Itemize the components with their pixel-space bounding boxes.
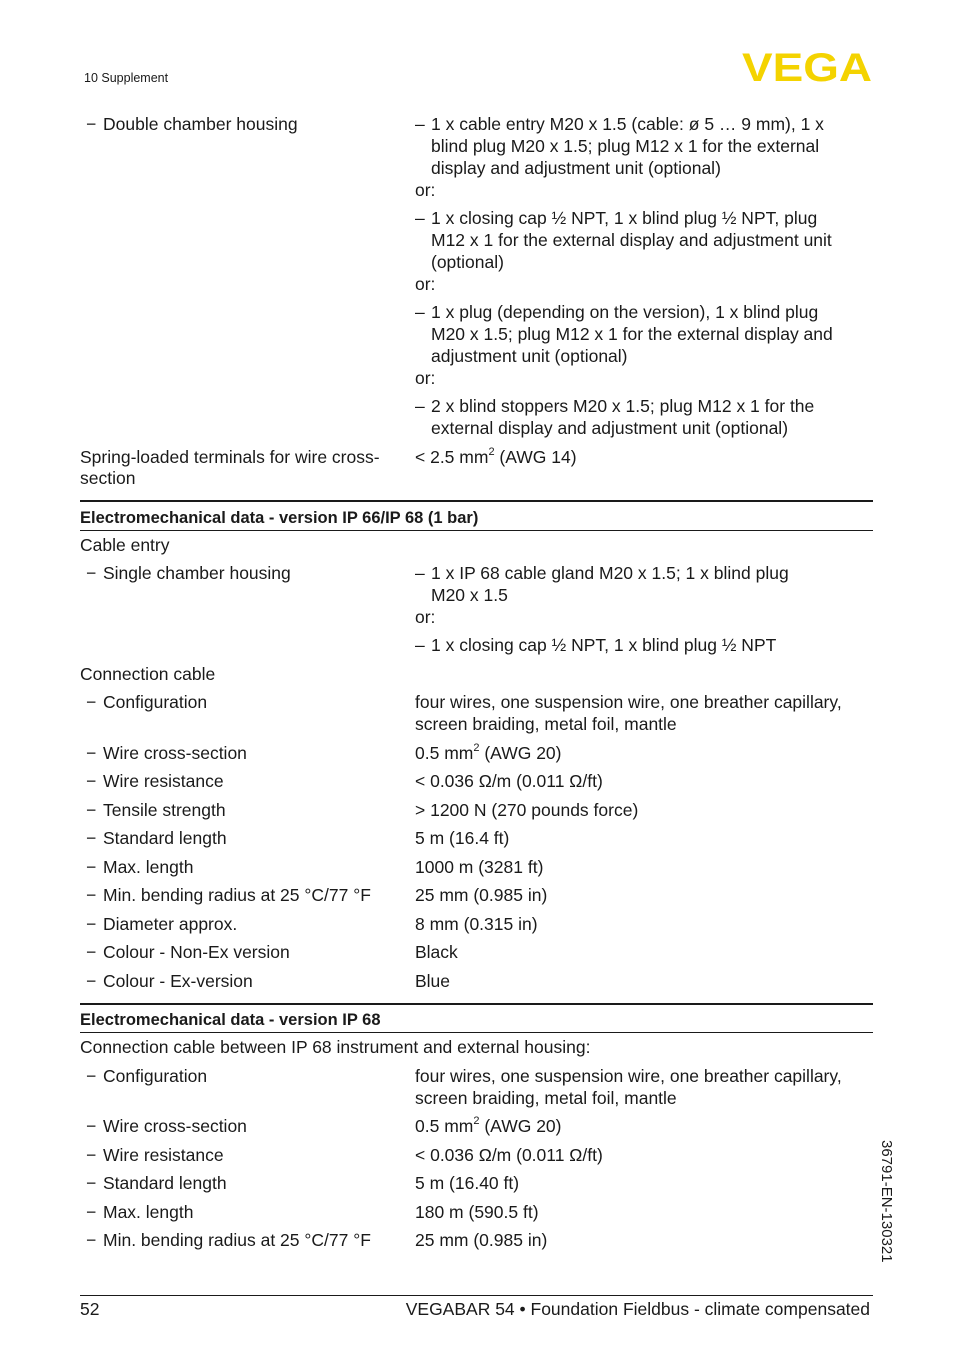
spec-row-value: 0.5 $mm^2$ (AWG 20) (415, 742, 562, 763)
or-text: or: (415, 274, 436, 294)
spec-row-label: − Colour - Ex-version (86, 971, 253, 991)
spec-row-value: 0.5 $mm^2$ (AWG 20) (415, 1115, 562, 1136)
vega-logo (742, 50, 872, 84)
spec-row-label: − Wire cross-section (86, 743, 247, 763)
housing-option-1: – 1 x cable entry M20 x 1.5 (cable: ø 5 … 9 mm), 1 x (415, 114, 824, 134)
housing-option-2: – 1 x closing cap ½ NPT, 1 x blind plug ½ NPT, plug (415, 208, 818, 228)
single-chamber-option-2: – 1 x closing cap ½ NPT, 1 x blind plug ½ NPT (415, 635, 777, 655)
housing-option-1-line: blind plug M20 x 1.5; plug M12 x 1 for the external (431, 136, 820, 156)
spec-row-value: Blue (415, 971, 451, 991)
spring-terminals-label: Spring-loaded terminals for wire cross- (80, 447, 380, 467)
housing-option-2-line: (optional) (431, 252, 504, 272)
spec-row-value: 5 m (16.4 ft) (415, 828, 510, 848)
housing-option-4: – 2 x blind stoppers M20 x 1.5; plug M12 x 1 for the (415, 396, 815, 416)
spec-row-label: − Colour - Non-Ex version (86, 942, 290, 962)
spec-row-value-line: screen braiding, metal foil, mantle (415, 1088, 677, 1108)
spec-row-label: − Standard length (86, 1173, 227, 1193)
spec-row-label: − Standard length (86, 828, 227, 848)
footer-rule (80, 1295, 873, 1296)
spec-row-value: 180 m (590.5 ft) (415, 1202, 539, 1222)
cable-entry-label: Cable entry (80, 535, 170, 555)
ip68-heading: Electromechanical data - version IP 68 (80, 1011, 381, 1029)
spec-row-label: − Wire resistance (86, 1145, 224, 1165)
or-text: or: (415, 607, 436, 627)
housing-option-3: – 1 x plug (depending on the version), 1 x blind plug (415, 302, 819, 322)
spec-row-value: four wires, one suspension wire, one breather capillary, (415, 692, 842, 712)
housing-label: − Double chamber housing (86, 114, 298, 134)
page-number: 52 (80, 1299, 100, 1319)
spring-terminals-value: < 2.5 $mm^2$ (AWG 14) (415, 446, 577, 467)
spec-row-label: − Max. length (86, 1202, 194, 1222)
housing-option-2-line: M12 x 1 for the external display and adjustment unit (431, 230, 832, 250)
housing-option-3-line: M20 x 1.5; plug M12 x 1 for the external display and (431, 324, 833, 344)
single-chamber-label: − Single chamber housing (86, 563, 291, 583)
or-text: or: (415, 368, 436, 388)
spec-row-label: − Tensile strength (86, 800, 226, 820)
spec-row-label: − Configuration (86, 1066, 208, 1086)
housing-option-3-line: adjustment unit (optional) (431, 346, 628, 366)
spec-row-label: − Diameter approx. (86, 914, 238, 934)
housing-option-1-line: display and adjustment unit (optional) (431, 158, 721, 178)
or-text: or: (415, 180, 436, 200)
spec-row-value: 1000 m (3281 ft) (415, 857, 544, 877)
spec-row-value: > 1200 N (270 pounds force) (415, 800, 639, 820)
spec-row-value: 8 mm (0.315 in) (415, 914, 538, 934)
section-rule (80, 1003, 873, 1005)
spec-row-value: four wires, one suspension wire, one breather capillary, (415, 1066, 842, 1086)
housing-option-4-line: external display and adjustment unit (optional) (431, 418, 789, 438)
spec-row-label: − Wire resistance (86, 771, 224, 791)
ip66-heading: Electromechanical data - version IP 66/IP 68 (1 bar) (80, 509, 479, 527)
spec-row-value: < 0.036 Ω/m (0.011 Ω/ft) (415, 771, 603, 791)
spec-row-label: − Max. length (86, 857, 194, 877)
spec-row-value: Black (415, 942, 458, 962)
section-rule (80, 500, 873, 502)
section-label: 10 Supplement (84, 71, 169, 85)
spring-terminals-label-line: section (80, 468, 136, 488)
spec-row-label: − Min. bending radius at 25 °C/77 °F (86, 1230, 371, 1250)
ip68-intro: Connection cable between IP 68 instrument and external housing: (80, 1037, 591, 1057)
single-chamber-option-1: – 1 x IP 68 cable gland M20 x 1.5; 1 x blind plug (415, 563, 789, 583)
spec-row-value: < 0.036 Ω/m (0.011 Ω/ft) (415, 1145, 603, 1165)
single-chamber-option-1-line: M20 x 1.5 (431, 585, 508, 605)
section-rule (80, 530, 873, 531)
connection-cable-label: Connection cable (80, 664, 216, 684)
spec-row-value: 5 m (16.40 ft) (415, 1173, 520, 1193)
spec-row-value: 25 mm (0.985 in) (415, 1230, 548, 1250)
document-code: 36791-EN-130321 (878, 1140, 895, 1263)
logo-text: VEGA (742, 50, 872, 84)
footer-title: VEGABAR 54 • Foundation Fieldbus - climate compensated (405, 1299, 870, 1319)
spec-row-value: 25 mm (0.985 in) (415, 885, 548, 905)
spec-row-value-line: screen braiding, metal foil, mantle (415, 714, 677, 734)
spec-row-label: − Configuration (86, 692, 208, 712)
spec-row-label: − Min. bending radius at 25 °C/77 °F (86, 885, 371, 905)
section-rule (80, 1032, 873, 1033)
spec-row-label: − Wire cross-section (86, 1116, 247, 1136)
